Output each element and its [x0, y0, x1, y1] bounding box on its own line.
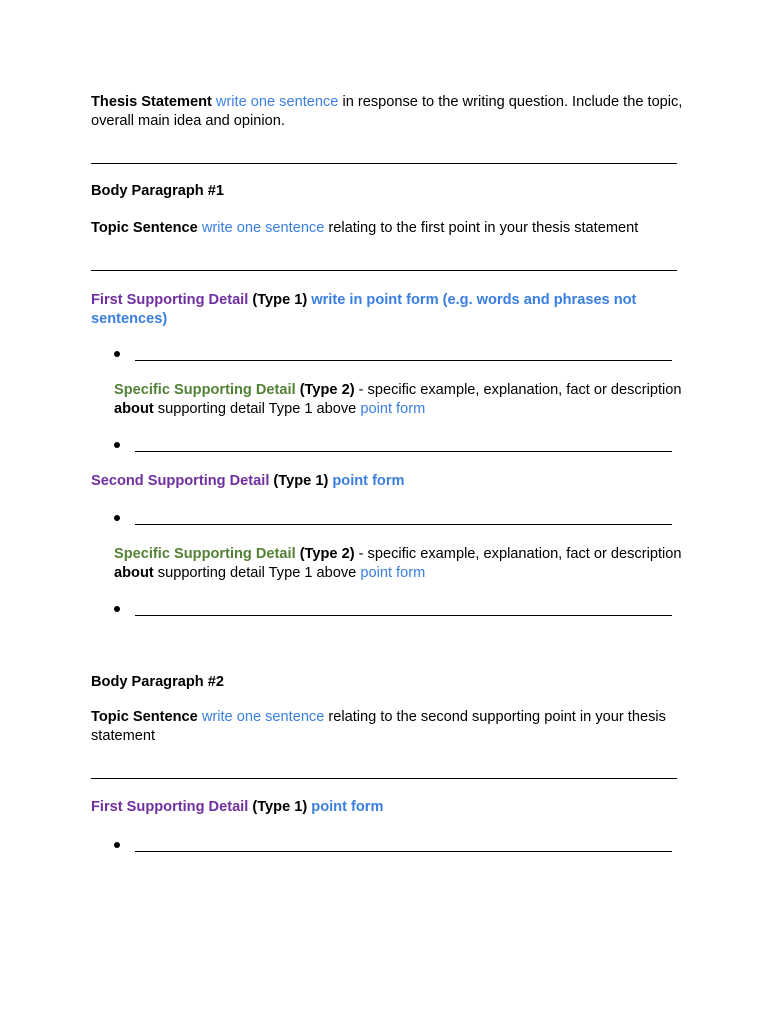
- body1-specific-1-instruction: point form: [360, 400, 426, 417]
- thesis-instruction: write one sentence: [215, 94, 339, 110]
- body1-specific-1-text-a: - specific example, explanation, fact or description: [354, 382, 682, 398]
- body2-topic-sentence-prompt: [91, 708, 691, 745]
- body1-first-detail-prompt: [91, 291, 691, 328]
- body1-specific-1-text-b: supporting detail Type 1 above: [153, 400, 361, 417]
- body1-specific-detail-2-prompt: [114, 545, 694, 582]
- thesis-answer-line[interactable]: [91, 163, 677, 164]
- body1-first-detail-answer-line[interactable]: [135, 360, 672, 361]
- body1-specific-2-answer-line[interactable]: [135, 615, 672, 616]
- bullet-icon: [114, 351, 120, 357]
- body2-first-detail-label: First Supporting Detail: [91, 799, 249, 815]
- body2-first-detail-type: (Type 1): [248, 799, 312, 815]
- body1-second-detail-prompt: [91, 472, 691, 491]
- body1-topic-label: Topic Sentence: [91, 220, 198, 236]
- body1-specific-1-answer-line[interactable]: [135, 451, 672, 452]
- body2-first-detail-prompt: [91, 798, 691, 817]
- body1-second-detail-type: (Type 1): [269, 473, 333, 489]
- body1-specific-1-label: Specific Supporting Detail: [114, 382, 296, 398]
- body2-topic-answer-line[interactable]: [91, 778, 677, 779]
- body1-specific-2-type: (Type 2): [295, 546, 355, 562]
- body1-specific-2-label: Specific Supporting Detail: [114, 546, 296, 562]
- thesis-text: in response to the writing question. Include the topic, overall main idea and opinion.: [91, 94, 683, 129]
- body1-specific-2-text-b: supporting detail Type 1 above: [153, 564, 361, 581]
- body1-topic-answer-line[interactable]: [91, 270, 677, 271]
- body1-specific-1-bullet: [114, 437, 674, 457]
- body2-topic-text: relating to the second supporting point in your thesis statement: [91, 709, 666, 744]
- body2-first-detail-instruction: point form: [311, 799, 384, 815]
- bullet-icon: [114, 515, 120, 521]
- body2-first-detail-answer-line[interactable]: [135, 851, 672, 852]
- body1-specific-1-type: (Type 2): [295, 382, 355, 398]
- body1-first-detail-label: First Supporting Detail: [91, 292, 249, 308]
- body1-topic-instruction: write one sentence: [201, 220, 325, 236]
- bullet-icon: [114, 842, 120, 848]
- body1-specific-2-about: about: [114, 564, 154, 581]
- body1-specific-2-bullet: [114, 601, 674, 621]
- body1-topic-text: relating to the first point in your thesis statement: [324, 220, 639, 236]
- body1-first-detail-type: (Type 1): [248, 292, 312, 308]
- body1-specific-1-about: about: [114, 400, 154, 417]
- body1-specific-2-text-a: - specific example, explanation, fact or description: [354, 546, 682, 562]
- body1-specific-2-instruction: point form: [360, 564, 426, 581]
- body2-topic-instruction: write one sentence: [201, 709, 325, 725]
- body1-topic-sentence-prompt: [91, 219, 691, 238]
- body1-specific-detail-1-prompt: [114, 381, 694, 418]
- body1-second-detail-answer-line[interactable]: [135, 524, 672, 525]
- bullet-icon: [114, 606, 120, 612]
- bullet-icon: [114, 442, 120, 448]
- body1-second-detail-instruction: point form: [332, 473, 405, 489]
- body-paragraph-2-heading: Body Paragraph #2: [91, 674, 225, 690]
- body1-second-detail-bullet: [114, 510, 674, 530]
- body1-second-detail-label: Second Supporting Detail: [91, 473, 270, 489]
- body2-first-detail-bullet: [114, 837, 674, 857]
- thesis-statement-prompt: [91, 93, 691, 130]
- body2-topic-label: Topic Sentence: [91, 709, 198, 725]
- body-paragraph-1-heading: Body Paragraph #1: [91, 183, 225, 199]
- body1-first-detail-instruction: write in point form (e.g. words and phrases not sentences): [91, 292, 637, 327]
- body1-first-detail-bullet: [114, 346, 674, 366]
- thesis-label: Thesis Statement: [91, 94, 212, 110]
